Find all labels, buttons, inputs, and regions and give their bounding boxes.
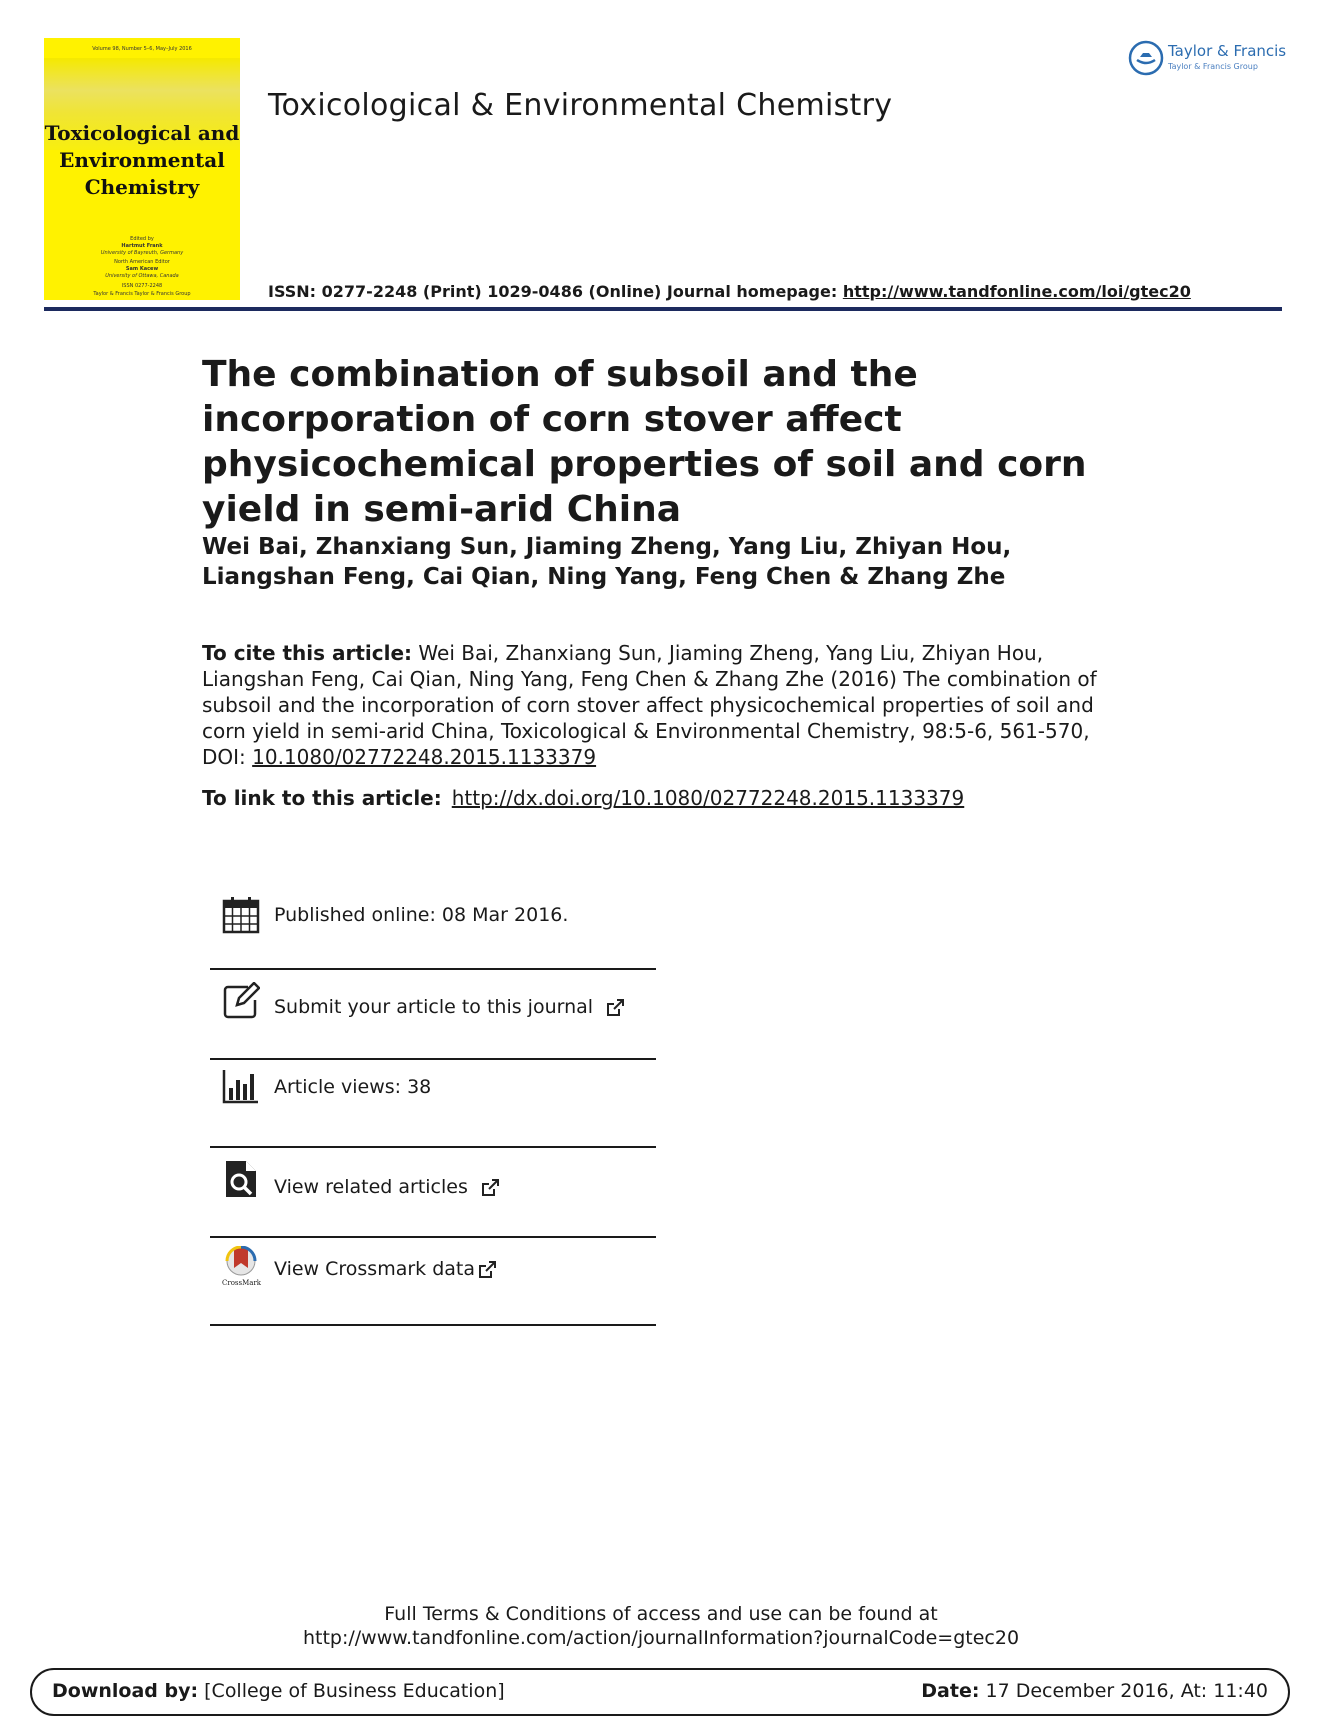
views-row (210, 1058, 656, 1148)
download-footer (30, 1668, 1290, 1716)
external-link-icon (605, 998, 625, 1018)
published-online: Published online: 08 Mar 2016. (274, 904, 569, 926)
publisher-logo (1128, 40, 1288, 80)
divider (210, 1324, 656, 1326)
article-authors: Wei Bai, Zhanxiang Sun, Jiaming Zheng, Yang Liu, Zhiyan Hou, Liangshan Feng, Cai Qian, Ning Yang, Feng Chen & Zhang Zhe (202, 534, 1012, 590)
cover-editor: Hartmut Frank (121, 243, 163, 249)
terms-line-1: Full Terms & Conditions of access and use can be found at (384, 1603, 938, 1625)
download-by-label: Download by: (52, 1680, 199, 1702)
cover-na-editor-affil: University of Ottawa, Canada (105, 273, 179, 279)
cover-publisher-sub: Taylor & Francis Group (134, 291, 191, 297)
crossmark-icon (222, 1246, 260, 1276)
external-link-icon (480, 1178, 500, 1198)
cover-volume-line: Volume 98, Number 5–6, May–July 2016 (92, 46, 192, 52)
issn-line (268, 282, 1191, 301)
journal-title: Toxicological & Environmental Chemistry (268, 88, 893, 123)
journal-cover (44, 38, 240, 300)
cover-issn: ISSN 0277-2248 (121, 283, 163, 289)
article-link-label: To link to this article: (202, 786, 442, 810)
cover-publisher-name: Taylor & Francis (93, 291, 133, 297)
publisher-logo-sub: Taylor & Francis Group (1168, 62, 1258, 71)
crossmark-link[interactable] (274, 1258, 497, 1280)
related-articles-link[interactable] (274, 1176, 500, 1198)
cover-na-editor-label: North American Editor (114, 259, 170, 265)
article-title: The combination of subsoil and the incorporation of corn stover affect physicochemical properties of soil and corn yield in semi-arid China (202, 354, 1087, 530)
published-row (210, 880, 656, 970)
citation-text: Wei Bai, Zhanxiang Sun, Jiaming Zheng, Yang Liu, Zhiyan Hou, Liangshan Feng, Cai Qian, Ning Yang, Feng Chen & Zhang Zhe (2016) The combination of subsoil and the incorporation of corn stover affect physicochemical properties of soil and corn yield in semi-arid China, Toxicological & Environmental Chemistry, 98:5-6, 561-570, DOI: (202, 641, 1097, 769)
cover-title: Toxicological and Environmental Chemistry (44, 121, 240, 199)
calendar-icon (222, 896, 260, 934)
publisher-logo-icon (1128, 40, 1164, 76)
header-rule (44, 307, 1282, 311)
cover-edited-by: Edited by (130, 236, 154, 242)
edit-icon (222, 982, 260, 1020)
crossmark-logo (222, 1246, 262, 1287)
article-link-url[interactable]: http://dx.doi.org/10.1080/02772248.2015.1133379 (451, 786, 965, 810)
submit-article-link[interactable] (274, 996, 625, 1018)
crossmark-logo-text: CrossMark (222, 1279, 262, 1287)
related-row[interactable] (210, 1148, 656, 1238)
related-articles-label: View related articles (274, 1176, 468, 1198)
submit-row[interactable] (210, 972, 656, 1062)
terms-notice (0, 1602, 1322, 1650)
crossmark-row[interactable] (210, 1236, 656, 1326)
external-link-icon (477, 1260, 497, 1280)
download-by-value: [College of Business Education] (198, 1680, 505, 1702)
document-search-icon (222, 1160, 260, 1198)
bar-chart-icon (222, 1068, 260, 1106)
download-date (921, 1680, 1268, 1702)
download-date-label: Date: (921, 1680, 980, 1702)
article-link (202, 786, 964, 810)
issn-text: ISSN: 0277-2248 (Print) 1029-0486 (Online) Journal homepage: (268, 282, 843, 301)
article-views: Article views: 38 (274, 1076, 432, 1098)
cover-publisher (44, 291, 240, 298)
citation-label: To cite this article: (202, 641, 413, 665)
crossmark-label: View Crossmark data (274, 1258, 476, 1280)
download-date-value: 17 December 2016, At: 11:40 (979, 1680, 1268, 1702)
cover-na-editor: Sam Kacew (125, 266, 159, 272)
cover-editor-affil: University of Bayreuth, Germany (100, 250, 184, 256)
submit-article-label: Submit your article to this journal (274, 996, 594, 1018)
publisher-logo-name: Taylor & Francis (1168, 42, 1287, 60)
download-by (52, 1680, 505, 1702)
divider (210, 968, 656, 970)
journal-homepage-link[interactable]: http://www.tandfonline.com/loi/gtec20 (842, 282, 1191, 301)
terms-url[interactable]: http://www.tandfonline.com/action/journalInformation?journalCode=gtec20 (302, 1627, 1020, 1649)
citation-doi-link[interactable]: 10.1080/02772248.2015.1133379 (252, 745, 597, 769)
citation (202, 640, 1122, 770)
